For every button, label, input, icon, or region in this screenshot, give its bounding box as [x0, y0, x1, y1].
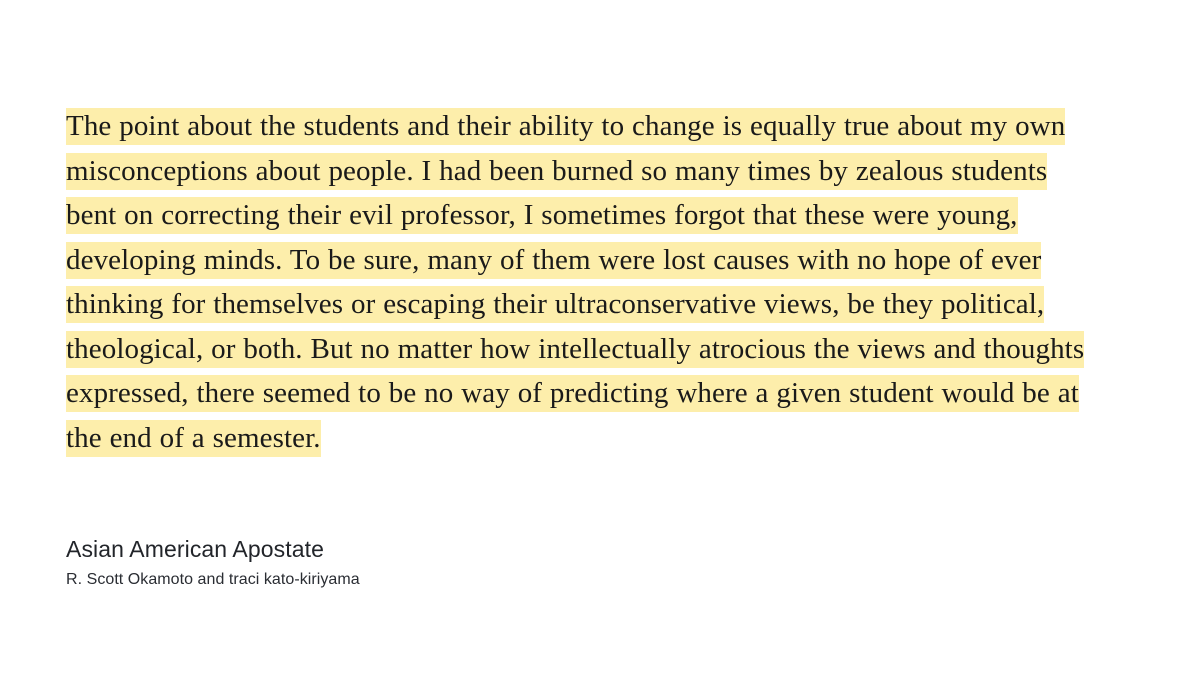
quote-paragraph	[66, 104, 1086, 460]
quote-highlighted-text: The point about the students and their ability to change is equally true about my own misconceptions about people. I had been burned so many times by zealous students bent on correcting their evil professor, I sometimes forgot that these were young, developing minds. To be sure, many of them were lost causes with no hope of ever thinking for themselves or escaping their ultraconservative views, be they political, theological, or both. But no matter how intellectually atrocious the views and thoughts expressed, there seemed to be no way of predicting where a given student would be at the end of a semester.	[66, 108, 1084, 457]
book-authors: R. Scott Okamoto and traci kato-kiriyama	[66, 571, 360, 588]
quote-block	[66, 104, 1086, 460]
source-block	[66, 536, 1086, 589]
book-title: Asian American Apostate	[66, 536, 325, 562]
